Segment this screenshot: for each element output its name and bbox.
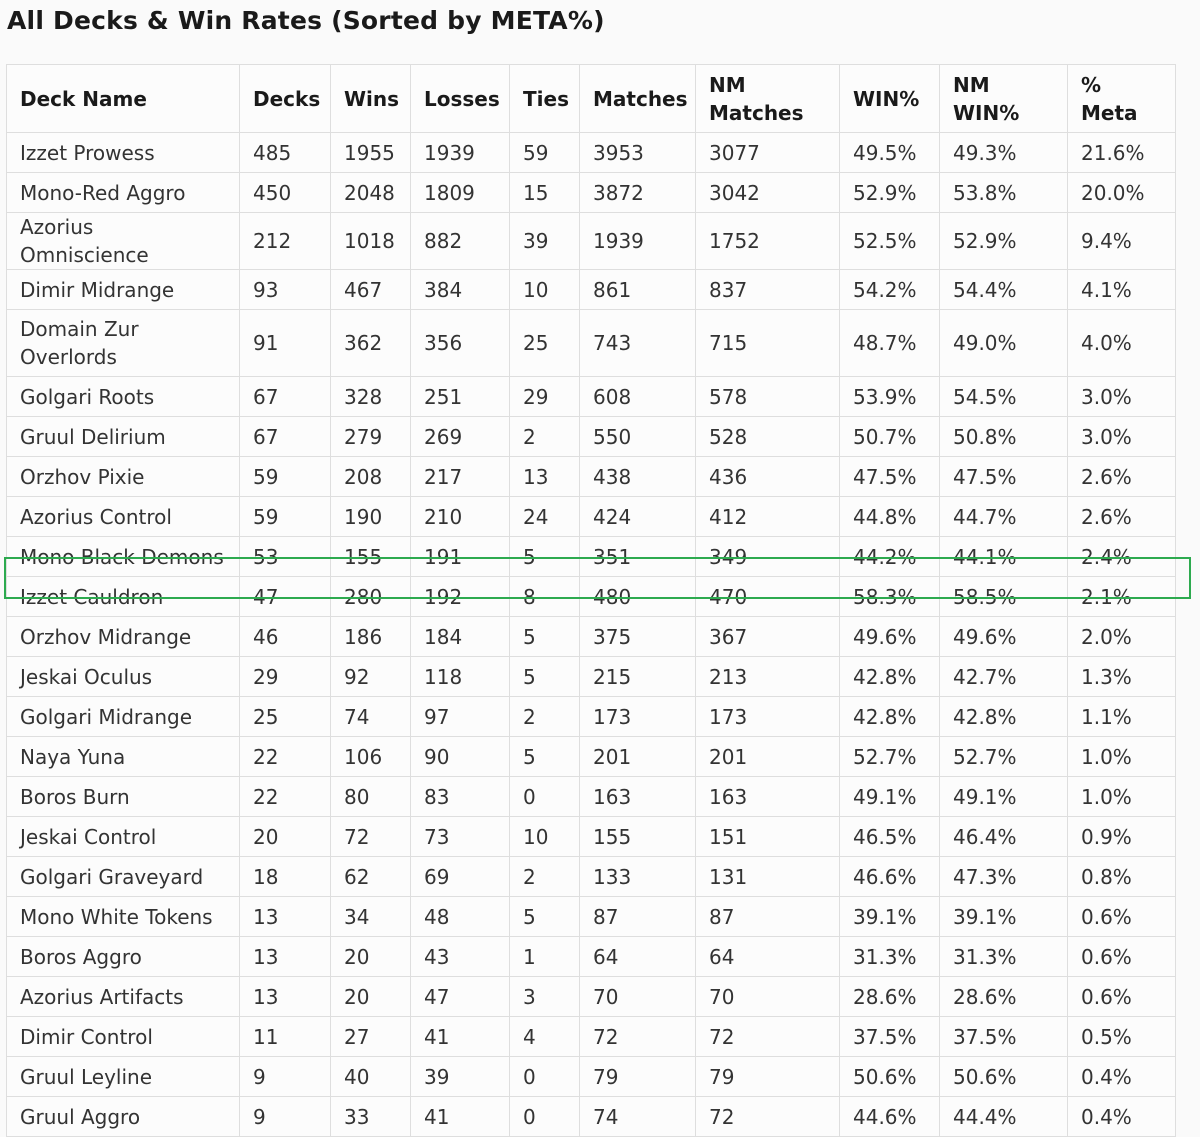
losses-cell: 39 [411,1057,510,1097]
deck-name-cell: Golgari Graveyard [7,857,240,897]
matches-cell: 201 [580,737,696,777]
nm-win-pct-cell: 39.1% [940,897,1068,937]
ties-cell: 2 [510,417,580,457]
win-pct-cell: 46.6% [840,857,940,897]
column-header-meta-pct[interactable]: % Meta [1068,65,1176,133]
ties-cell: 25 [510,310,580,377]
wins-cell: 1018 [331,213,411,270]
matches-cell: 163 [580,777,696,817]
meta-pct-cell: 1.1% [1068,697,1176,737]
matches-cell: 608 [580,377,696,417]
nm-win-pct-cell: 54.5% [940,377,1068,417]
meta-pct-cell: 1.0% [1068,737,1176,777]
meta-pct-cell: 0.9% [1068,817,1176,857]
ties-cell: 5 [510,737,580,777]
deck-name-cell: Dimir Control [7,1017,240,1057]
win-pct-cell: 53.9% [840,377,940,417]
wins-cell: 2048 [331,173,411,213]
matches-cell: 550 [580,417,696,457]
wins-cell: 328 [331,377,411,417]
table-row [7,213,1176,270]
deck-name-cell: Azorius Control [7,497,240,537]
nm-win-pct-cell: 49.0% [940,310,1068,377]
ties-cell: 29 [510,377,580,417]
table-row [7,173,1176,213]
losses-cell: 73 [411,817,510,857]
win-pct-cell: 37.5% [840,1017,940,1057]
matches-cell: 70 [580,977,696,1017]
decks-cell: 25 [240,697,331,737]
nm-matches-cell: 528 [696,417,840,457]
win-pct-cell: 52.9% [840,173,940,213]
losses-cell: 90 [411,737,510,777]
nm-matches-cell: 72 [696,1097,840,1137]
nm-matches-cell: 3077 [696,133,840,173]
win-pct-cell: 49.1% [840,777,940,817]
table-row [7,537,1176,577]
ties-cell: 2 [510,697,580,737]
decks-cell: 13 [240,897,331,937]
decks-cell: 29 [240,657,331,697]
wins-cell: 62 [331,857,411,897]
decks-cell: 9 [240,1097,331,1137]
deck-name-cell: Gruul Leyline [7,1057,240,1097]
nm-matches-cell: 837 [696,270,840,310]
ties-cell: 5 [510,617,580,657]
win-pct-cell: 39.1% [840,897,940,937]
matches-cell: 861 [580,270,696,310]
meta-pct-cell: 9.4% [1068,213,1176,270]
table-row [7,937,1176,977]
wins-cell: 34 [331,897,411,937]
losses-cell: 217 [411,457,510,497]
wins-cell: 208 [331,457,411,497]
decks-cell: 13 [240,977,331,1017]
nm-win-pct-cell: 37.5% [940,1017,1068,1057]
nm-win-pct-cell: 44.1% [940,537,1068,577]
win-pct-cell: 58.3% [840,577,940,617]
table-row [7,737,1176,777]
decks-cell: 13 [240,937,331,977]
nm-win-pct-cell: 58.5% [940,577,1068,617]
ties-cell: 0 [510,1057,580,1097]
table-row [7,1017,1176,1057]
column-header-nm-win-pct[interactable]: NM WIN% [940,65,1068,133]
losses-cell: 47 [411,977,510,1017]
win-pct-cell: 44.6% [840,1097,940,1137]
table-row [7,310,1176,377]
column-header-win-pct[interactable]: WIN% [840,65,940,133]
wins-cell: 20 [331,937,411,977]
wins-cell: 1955 [331,133,411,173]
decks-cell: 53 [240,537,331,577]
losses-cell: 83 [411,777,510,817]
win-pct-cell: 46.5% [840,817,940,857]
nm-win-pct-cell: 53.8% [940,173,1068,213]
matches-cell: 375 [580,617,696,657]
decks-cell: 22 [240,737,331,777]
matches-cell: 743 [580,310,696,377]
losses-cell: 184 [411,617,510,657]
column-header-losses[interactable]: Losses [411,65,510,133]
matches-cell: 424 [580,497,696,537]
table-row [7,133,1176,173]
meta-pct-cell: 0.6% [1068,897,1176,937]
decks-cell: 22 [240,777,331,817]
nm-win-pct-cell: 44.7% [940,497,1068,537]
nm-matches-cell: 201 [696,737,840,777]
matches-cell: 351 [580,537,696,577]
wins-cell: 40 [331,1057,411,1097]
losses-cell: 43 [411,937,510,977]
table-row [7,857,1176,897]
win-pct-cell: 54.2% [840,270,940,310]
nm-win-pct-cell: 54.4% [940,270,1068,310]
decks-cell: 47 [240,577,331,617]
nm-win-pct-cell: 28.6% [940,977,1068,1017]
ties-cell: 5 [510,657,580,697]
table-row [7,270,1176,310]
losses-cell: 41 [411,1097,510,1137]
deck-name-cell: Boros Burn [7,777,240,817]
nm-win-pct-cell: 31.3% [940,937,1068,977]
ties-cell: 8 [510,577,580,617]
win-pct-cell: 31.3% [840,937,940,977]
ties-cell: 4 [510,1017,580,1057]
losses-cell: 251 [411,377,510,417]
meta-pct-cell: 0.4% [1068,1097,1176,1137]
nm-win-pct-cell: 49.1% [940,777,1068,817]
losses-cell: 1809 [411,173,510,213]
meta-pct-cell: 0.8% [1068,857,1176,897]
losses-cell: 882 [411,213,510,270]
ties-cell: 59 [510,133,580,173]
table-row [7,1057,1176,1097]
table-row [7,777,1176,817]
column-header-decks[interactable]: Decks [240,65,331,133]
table-row [7,497,1176,537]
meta-pct-cell: 2.1% [1068,577,1176,617]
deck-name-cell: Dimir Midrange [7,270,240,310]
wins-cell: 279 [331,417,411,457]
table-header-row [7,65,1176,133]
losses-cell: 41 [411,1017,510,1057]
decks-cell: 67 [240,417,331,457]
deck-name-cell: Azorius Artifacts [7,977,240,1017]
ties-cell: 24 [510,497,580,537]
ties-cell: 10 [510,817,580,857]
decks-cell: 11 [240,1017,331,1057]
nm-matches-cell: 87 [696,897,840,937]
meta-pct-cell: 0.4% [1068,1057,1176,1097]
decks-cell: 59 [240,457,331,497]
deck-name-cell: Orzhov Midrange [7,617,240,657]
nm-win-pct-cell: 42.7% [940,657,1068,697]
meta-pct-cell: 2.0% [1068,617,1176,657]
meta-pct-cell: 4.1% [1068,270,1176,310]
win-pct-cell: 44.2% [840,537,940,577]
ties-cell: 39 [510,213,580,270]
nm-win-pct-cell: 44.4% [940,1097,1068,1137]
losses-cell: 269 [411,417,510,457]
ties-cell: 5 [510,897,580,937]
table-row [7,417,1176,457]
win-pct-cell: 52.7% [840,737,940,777]
ties-cell: 2 [510,857,580,897]
table-row [7,817,1176,857]
matches-cell: 438 [580,457,696,497]
wins-cell: 155 [331,537,411,577]
win-pct-cell: 49.5% [840,133,940,173]
nm-matches-cell: 173 [696,697,840,737]
deck-name-cell: Gruul Aggro [7,1097,240,1137]
losses-cell: 192 [411,577,510,617]
deck-win-rate-table [6,64,1176,1137]
win-pct-cell: 50.7% [840,417,940,457]
wins-cell: 106 [331,737,411,777]
wins-cell: 467 [331,270,411,310]
losses-cell: 1939 [411,133,510,173]
ties-cell: 5 [510,537,580,577]
nm-matches-cell: 131 [696,857,840,897]
table-body [7,133,1176,1137]
table-row [7,577,1176,617]
decks-cell: 20 [240,817,331,857]
meta-pct-cell: 2.6% [1068,497,1176,537]
nm-matches-cell: 163 [696,777,840,817]
wins-cell: 280 [331,577,411,617]
wins-cell: 74 [331,697,411,737]
win-pct-cell: 42.8% [840,657,940,697]
wins-cell: 20 [331,977,411,1017]
win-pct-cell: 49.6% [840,617,940,657]
losses-cell: 48 [411,897,510,937]
deck-name-cell: Azorius Omniscience [7,213,240,270]
meta-pct-cell: 1.0% [1068,777,1176,817]
column-header-ties[interactable]: Ties [510,65,580,133]
table-row [7,377,1176,417]
losses-cell: 356 [411,310,510,377]
table-row [7,697,1176,737]
ties-cell: 0 [510,1097,580,1137]
nm-matches-cell: 151 [696,817,840,857]
losses-cell: 210 [411,497,510,537]
column-header-deck-name[interactable]: Deck Name [7,65,240,133]
table-row [7,457,1176,497]
table-row [7,657,1176,697]
wins-cell: 362 [331,310,411,377]
matches-cell: 64 [580,937,696,977]
decks-cell: 67 [240,377,331,417]
deck-name-cell: Mono-Red Aggro [7,173,240,213]
meta-pct-cell: 2.6% [1068,457,1176,497]
table-row [7,1097,1176,1137]
ties-cell: 0 [510,777,580,817]
deck-name-cell: Jeskai Control [7,817,240,857]
decks-cell: 485 [240,133,331,173]
wins-cell: 92 [331,657,411,697]
nm-win-pct-cell: 52.9% [940,213,1068,270]
win-pct-cell: 50.6% [840,1057,940,1097]
win-pct-cell: 44.8% [840,497,940,537]
nm-matches-cell: 1752 [696,213,840,270]
matches-cell: 133 [580,857,696,897]
losses-cell: 191 [411,537,510,577]
table-row [7,897,1176,937]
wins-cell: 72 [331,817,411,857]
ties-cell: 13 [510,457,580,497]
decks-cell: 46 [240,617,331,657]
wins-cell: 186 [331,617,411,657]
wins-cell: 27 [331,1017,411,1057]
nm-win-pct-cell: 47.5% [940,457,1068,497]
ties-cell: 10 [510,270,580,310]
nm-matches-cell: 72 [696,1017,840,1057]
losses-cell: 97 [411,697,510,737]
wins-cell: 80 [331,777,411,817]
losses-cell: 118 [411,657,510,697]
meta-pct-cell: 4.0% [1068,310,1176,377]
win-pct-cell: 52.5% [840,213,940,270]
losses-cell: 69 [411,857,510,897]
ties-cell: 3 [510,977,580,1017]
wins-cell: 190 [331,497,411,537]
nm-win-pct-cell: 47.3% [940,857,1068,897]
losses-cell: 384 [411,270,510,310]
matches-cell: 155 [580,817,696,857]
ties-cell: 15 [510,173,580,213]
deck-name-cell: Domain Zur Overlords [7,310,240,377]
matches-cell: 79 [580,1057,696,1097]
ties-cell: 1 [510,937,580,977]
win-pct-cell: 48.7% [840,310,940,377]
nm-matches-cell: 213 [696,657,840,697]
meta-pct-cell: 0.6% [1068,977,1176,1017]
meta-pct-cell: 1.3% [1068,657,1176,697]
nm-matches-cell: 367 [696,617,840,657]
nm-win-pct-cell: 50.6% [940,1057,1068,1097]
matches-cell: 480 [580,577,696,617]
meta-pct-cell: 0.5% [1068,1017,1176,1057]
matches-cell: 74 [580,1097,696,1137]
matches-cell: 173 [580,697,696,737]
decks-cell: 212 [240,213,331,270]
decks-cell: 9 [240,1057,331,1097]
matches-cell: 3872 [580,173,696,213]
page-title: All Decks & Win Rates (Sorted by META%) [7,6,605,35]
nm-win-pct-cell: 49.6% [940,617,1068,657]
meta-pct-cell: 2.4% [1068,537,1176,577]
deck-name-cell: Jeskai Oculus [7,657,240,697]
deck-name-cell: Orzhov Pixie [7,457,240,497]
nm-matches-cell: 412 [696,497,840,537]
deck-name-cell: Golgari Roots [7,377,240,417]
deck-name-cell: Boros Aggro [7,937,240,977]
table-row [7,617,1176,657]
decks-cell: 91 [240,310,331,377]
nm-matches-cell: 64 [696,937,840,977]
deck-name-cell: Golgari Midrange [7,697,240,737]
meta-pct-cell: 20.0% [1068,173,1176,213]
decks-cell: 18 [240,857,331,897]
nm-matches-cell: 470 [696,577,840,617]
deck-name-cell: Izzet Cauldron [7,577,240,617]
nm-win-pct-cell: 46.4% [940,817,1068,857]
column-header-wins[interactable]: Wins [331,65,411,133]
table-row [7,977,1176,1017]
meta-pct-cell: 3.0% [1068,377,1176,417]
nm-win-pct-cell: 42.8% [940,697,1068,737]
meta-pct-cell: 21.6% [1068,133,1176,173]
deck-name-cell: Gruul Delirium [7,417,240,457]
win-pct-cell: 47.5% [840,457,940,497]
meta-pct-cell: 0.6% [1068,937,1176,977]
nm-matches-cell: 3042 [696,173,840,213]
nm-matches-cell: 70 [696,977,840,1017]
matches-cell: 215 [580,657,696,697]
win-pct-cell: 42.8% [840,697,940,737]
matches-cell: 87 [580,897,696,937]
nm-matches-cell: 578 [696,377,840,417]
deck-name-cell: Mono Black Demons [7,537,240,577]
matches-cell: 1939 [580,213,696,270]
nm-win-pct-cell: 52.7% [940,737,1068,777]
deck-name-cell: Naya Yuna [7,737,240,777]
nm-win-pct-cell: 49.3% [940,133,1068,173]
deck-name-cell: Izzet Prowess [7,133,240,173]
decks-cell: 59 [240,497,331,537]
deck-name-cell: Mono White Tokens [7,897,240,937]
meta-pct-cell: 3.0% [1068,417,1176,457]
wins-cell: 33 [331,1097,411,1137]
win-pct-cell: 28.6% [840,977,940,1017]
nm-win-pct-cell: 50.8% [940,417,1068,457]
matches-cell: 72 [580,1017,696,1057]
nm-matches-cell: 349 [696,537,840,577]
column-header-matches[interactable]: Matches [580,65,696,133]
decks-cell: 450 [240,173,331,213]
decks-cell: 93 [240,270,331,310]
nm-matches-cell: 715 [696,310,840,377]
matches-cell: 3953 [580,133,696,173]
nm-matches-cell: 436 [696,457,840,497]
column-header-nm-matches[interactable]: NM Matches [696,65,840,133]
nm-matches-cell: 79 [696,1057,840,1097]
